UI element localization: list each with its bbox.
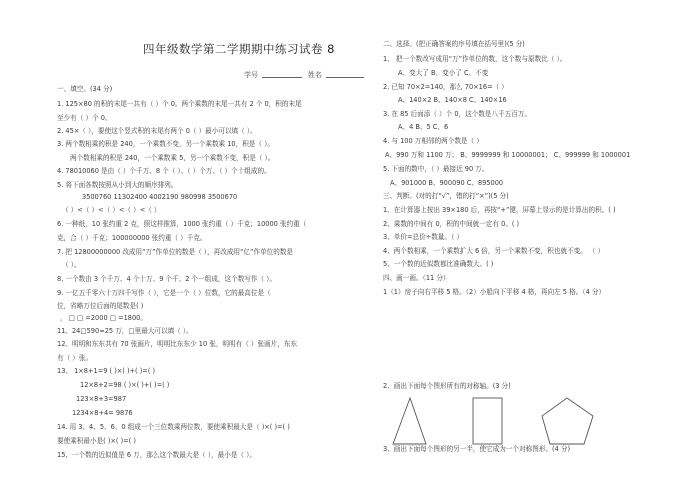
- number-list: 3500760 11302400 4002190 980998 3500670: [82, 193, 238, 201]
- question-line: 11、24□590≈25 万，□里最大可以填（ ）。: [57, 327, 193, 335]
- question-line: ， □ □ =2000 □ =1800。: [60, 314, 147, 322]
- question-line: 2、画出下面每个图形所有的对称轴。(3 分): [383, 382, 511, 390]
- question-line: 15、一个数的近似值是 6 万，那么这个数最大是（ ），最小是（ ）。: [57, 451, 256, 459]
- question-line: 7. 把 12800000000 改成用“万”作单位的数是（ ），再改成用“亿”作单位的数是: [57, 248, 294, 256]
- section-heading-draw: 四、画一画。（11 分）: [383, 274, 450, 282]
- question-line: 克，合（ ）千克；100000000 张约重（ ）千克。: [57, 234, 207, 242]
- choice-options: A、变大了 B、变小了 C、不变: [398, 69, 489, 77]
- question-line: 至少有（ ）个 0。: [57, 114, 112, 122]
- name-blank[interactable]: [326, 77, 364, 78]
- question-line: 有（ ）张。: [57, 354, 93, 362]
- question-line: 5. 下面的数中，（ ）最接近 90 万。: [383, 165, 489, 173]
- question-line: 要使乘积最小是( )×( )=( ): [57, 437, 136, 445]
- choice-options: A、140×2 B、140×8 C、140×16: [398, 96, 507, 104]
- section-heading-judge: 三、判断。(对的打“√”，错的打“×”)(5 分): [383, 192, 509, 200]
- question-line: 两个数相乘的积是 240，一个乘数乘 5，另一个乘数不变，积是（ ）。: [70, 154, 275, 162]
- choice-options: A、4 B、5 C、6: [398, 123, 449, 131]
- question-line: 2、乘数的中间有 0，积的中间就一定有 0。( ): [383, 220, 520, 228]
- question-line: 2. 45×（ ），要使这个竖式积的末尾有两个 0（ ）最小可以填（ ）。: [57, 127, 257, 135]
- page-title: 四年级数学第二学期期中练习试卷 8: [143, 42, 335, 56]
- question-line: 1、 把一个数改写成用“万”作单位的数，这个数与原数比（ ）。: [383, 55, 567, 63]
- rectangle-figure: [473, 398, 502, 444]
- question-line: 13、 1×8+1=9 ( )×( )+( )=( ): [57, 367, 156, 375]
- question-line: 4. 与 100 万相邻的两个数是（ ）: [383, 137, 483, 145]
- triangle-figure: [393, 398, 426, 444]
- section-heading-choice: 二、选择。(把正确答案的序号填在括号里)(5 分): [383, 40, 525, 48]
- question-line: 12、明明和东东共有 70 张画片，明明比东东少 10 张，明明有（ ）张画片，东东: [57, 340, 298, 348]
- question-line: 14. 用 3、4、5、6、0 组成一个三位数乘两位数，要使乘积最大是（ )×( )=( ): [57, 423, 290, 431]
- name-label: 姓名: [308, 71, 322, 79]
- question-line: 1（1）房子向右平移 5 格。（2）小船向下平移 4 格，再向左 5 格。（4 分）: [383, 288, 606, 296]
- question-line: 3. 两个数相乘的积是 240，一个乘数不变，另一个乘数乘 10，积是（ ）。: [57, 140, 274, 148]
- symmetry-figures: [390, 396, 690, 448]
- question-line: 5、一个数的近似数都比准确数大。( ): [383, 260, 494, 268]
- question-line: 12×8+2=98 ( )×( )+( )=( ): [80, 381, 170, 389]
- ordering-blanks: （ ）<（ ）<（ ）<（ ）<（ ）: [62, 206, 161, 214]
- question-line: 8. 一个数由 3 个千万、4 个十万、9 个千、2 个一组成，这个数写作（ ）。: [57, 275, 277, 283]
- question-line: 2. 已知 70×2=140，那么 70×16=（ ）: [383, 83, 508, 91]
- question-line: （ ）。: [62, 261, 81, 269]
- pentagon-figure: [542, 398, 593, 444]
- question-line: 1、在计算器上按出 39×180 后，再按“+”键，屏幕上显示的是计算出的积。( ): [383, 206, 616, 214]
- question-line: 4. 78010060 是由（ ）个千万、8 个（ ）、（ ）个万、（ ）个十组成的。: [57, 167, 271, 175]
- question-line: 3、画出下面每个图形的另一半，使它成为一个对称图形。(4 分): [383, 445, 571, 453]
- choice-options: A、990 万和 1100 万； B、9999999 和 10000001； C、999999 和 1000001: [385, 151, 631, 159]
- choice-options: A、901000 B、900090 C、895000: [390, 179, 504, 187]
- question-line: 6. 一种纸，10 张约重 2 克，照这样推算，1000 张约重（ ）千克；10000 张约重（: [57, 220, 307, 228]
- section-heading-fill-blank: 一、填空。(34 分): [57, 85, 113, 93]
- student-id-label: 学号: [244, 71, 258, 79]
- question-line: 1234×8+4= 9876: [72, 409, 133, 417]
- question-line: 9. 一亿五千零六十万四千写作（ ），它是一个（ ）位数，它的最高位是（: [57, 289, 271, 297]
- question-line: 123×8+3=987: [76, 395, 127, 403]
- question-line: 3、单价=总价÷数量。（ ）: [383, 233, 463, 241]
- student-info-line: [244, 70, 370, 80]
- student-id-blank[interactable]: [262, 77, 302, 78]
- question-line: 1. 125×80 的积的末尾一共有（ ）个 0。两个乘数的末尾一共有 2 个 0，积的末尾: [57, 100, 302, 108]
- question-line: 5. 将下面各数按照从小到大的顺序排列。: [57, 181, 178, 189]
- question-line: 3. 在 85 后面添（ ）个 0，这个数是八千五百万。: [383, 110, 532, 118]
- question-line: 位，省略万位后面的尾数是( ): [57, 302, 144, 310]
- question-line: 4、两个数相乘，一个乘数扩大 6 倍，另一个乘数不变，积也就不变。 （ ）: [383, 247, 605, 255]
